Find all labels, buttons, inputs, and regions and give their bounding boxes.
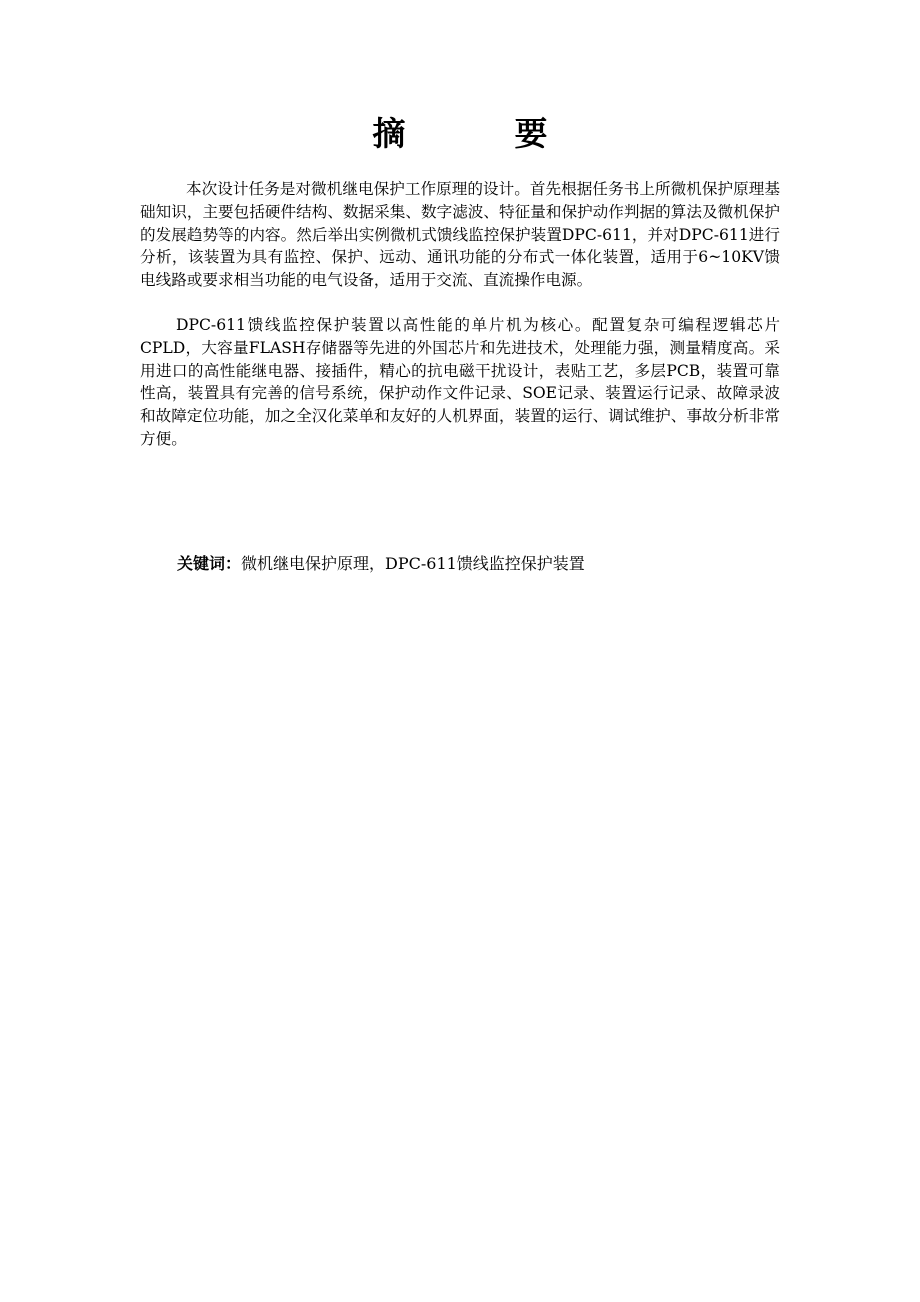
keywords-line (177, 552, 585, 576)
abstract-title: 摘 要 (372, 114, 586, 153)
keywords-label: 关键词： (177, 554, 242, 573)
abstract-paragraph-2: DPC-611馈线监控保护装置以高性能的单片机为核心。配置复杂可编程逻辑芯片CPLD，大容量FLASH存储器等先进的外国芯片和先进技术，处理能力强，测量精度高。采用进口的高性能继电器、接插件，精心的抗电磁干扰设计，表贴工艺，多层PCB，装置可靠性高，装置具有完善的信号系统，保护动作文件记录、SOE记录、装置运行记录、故障录波和故障定位功能，加之全汉化菜单和友好的人机界面，装置的运行、调试维护、事故分析非常方便。 (140, 315, 780, 448)
keywords-value: 微机继电保护原理，DPC-611馈线监控保护装置 (241, 554, 585, 573)
abstract-body (140, 178, 780, 451)
abstract-paragraph-1: 本次设计任务是对微机继电保护工作原理的设计。首先根据任务书上所微机保护原理基础知识，主要包括硬件结构、数据采集、数字滤波、特征量和保护动作判据的算法及微机保护的发展趋势等的内容。然后举出实例微机式馈线监控保护装置DPC-611，并对DPC-611进行分析，该装置为具有监控、保护、远动、通讯功能的分布式一体化装置，适用于6~10KV馈电线路或要求相当功能的电气设备，适用于交流、直流操作电源。 (140, 180, 780, 290)
